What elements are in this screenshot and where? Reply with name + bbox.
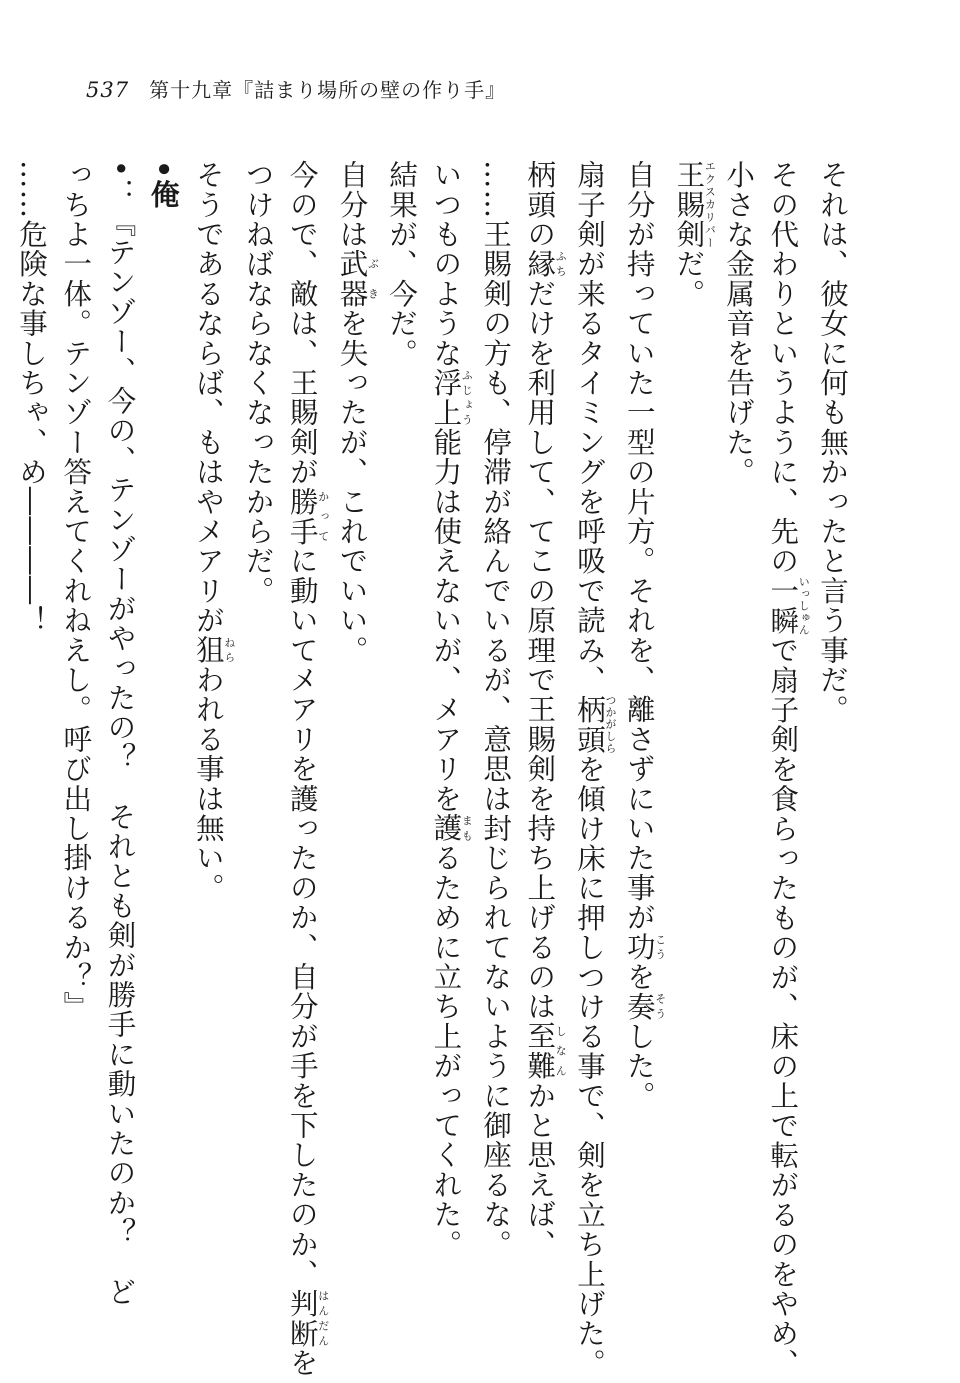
ruby-word: 柄頭つかがしら	[572, 694, 617, 755]
text-line: っちよ一体。テンゾー答えてくれねえし。呼び出し掛けるか？』	[59, 160, 93, 1022]
text-line: 自分は武器ぶきを失ったが、これでいい。	[335, 160, 380, 665]
ruby-word: 武器ぶき	[335, 249, 380, 309]
text-line: 王賜剣エクスカリバーだ。	[672, 160, 717, 309]
page-header	[86, 74, 506, 108]
ruby-word: 勝手かって	[285, 486, 330, 547]
text-line: ……危険な事しちゃ、め――――！	[15, 160, 49, 636]
text-line: つけねばならなくなったからだ。	[241, 160, 275, 606]
speaker-label: •俺	[146, 160, 181, 210]
running-title: 第十九章『詰まり場所の壁の作り手』	[149, 78, 507, 102]
ruby-word: 至難しなん	[523, 1021, 568, 1081]
text-line: そうであるならば、もはやメアリが狙ねらわれる事は無い。	[191, 160, 236, 903]
text-line: 結果が、今だ。	[385, 160, 419, 368]
novel-body-text	[9, 160, 854, 1379]
ruby-word: 護まも	[429, 813, 474, 844]
ruby-word: 浮上ふじょう	[429, 367, 474, 428]
text-line: ……王賜剣の方も、停滞が絡んでいるが、意思は封じられてないように御座るな。	[479, 160, 513, 1259]
text-line: 自分が持っていた一型の片方。それを、離さずにいた事が功こうを奏そうした。	[622, 160, 667, 1111]
text-line: いつものような浮上ふじょう能力は使えないが、メアリを護まもるために立ち上がってくれた。	[429, 160, 474, 1259]
text-line: 小さな金属音を告げた。	[722, 160, 756, 487]
ruby-word: 判断はんだん	[285, 1288, 330, 1349]
ruby-word: 奏そう	[622, 991, 667, 1022]
text-line: 柄頭の縁ふちだけを利用して、てこの原理で王賜剣を持ち上げるのは至難しなんかと思えば、	[523, 160, 568, 1259]
page-number: 537	[86, 78, 130, 102]
text-line: 扇子剣が来るタイミングを呼吸で読み、柄頭つかがしらを傾け床に押しつける事で、剣を立ち上げた。	[572, 160, 617, 1379]
ruby-word: 一瞬いっしゅん	[766, 575, 811, 636]
text-line: •：『テンゾー、今の、テンゾーがやったの？ それとも剣が勝手に動いたのか？ ど	[103, 160, 137, 1307]
text-line: その代わりというように、先の一瞬いっしゅんで扇子剣を食らったものが、床の上で転がるのをやめ、	[766, 160, 811, 1379]
ruby-word: 功こう	[622, 932, 667, 962]
text-line: それは、彼女に何も無かったと言う事だ。	[816, 160, 849, 725]
ruby-word: 王賜剣エクスカリバー	[672, 160, 717, 250]
ruby-word: 縁ふち	[523, 249, 568, 279]
ruby-word: 狙ねら	[191, 635, 236, 665]
text-line: 今ので、敵は、王賜剣が勝手かってに動いてメアリを護ったのか、自分が手を下したのか、判断はんだんを	[285, 160, 330, 1378]
text-line	[141, 160, 185, 1340]
